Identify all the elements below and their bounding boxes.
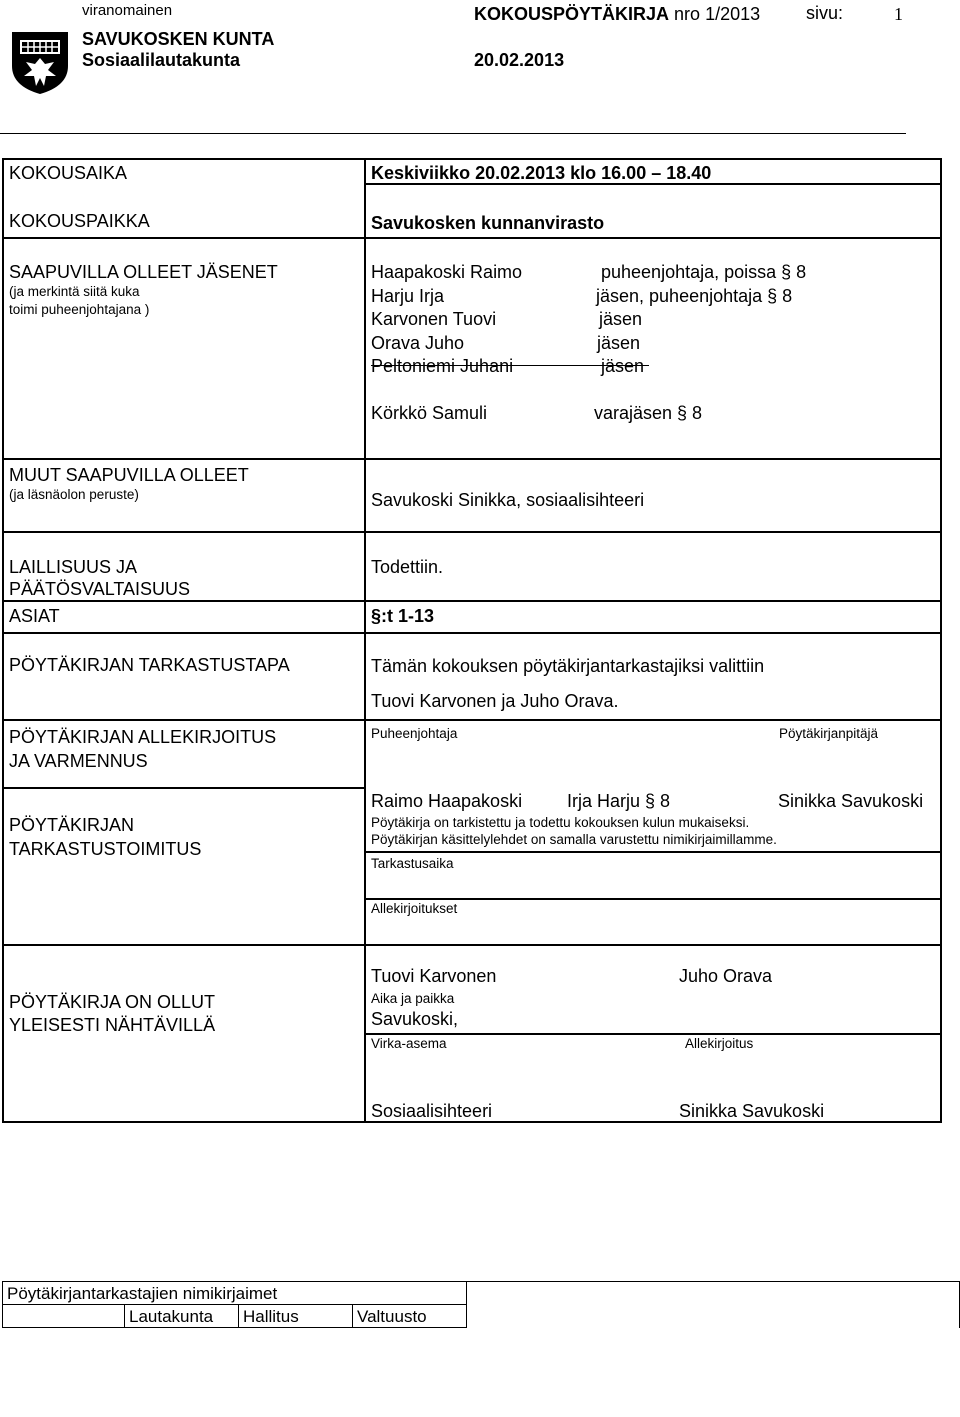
strikethrough-line <box>371 365 649 366</box>
review-method-value: Tuovi Karvonen ja Juho Orava. <box>371 691 619 711</box>
initials-column-label: Hallitus <box>239 1305 353 1328</box>
items-value: §:t 1-13 <box>371 606 435 626</box>
municipality-crest-logo <box>10 30 70 96</box>
members-note: (ja merkintä siitä kuka <box>9 284 140 299</box>
review-label: PÖYTÄKIRJAN <box>9 815 135 835</box>
member-role-struck: jäsen <box>601 356 645 376</box>
legality-value: Todettiin. <box>371 557 444 577</box>
row-divider <box>364 898 942 900</box>
doc-type-label: viranomainen <box>82 2 173 19</box>
review-method-label: PÖYTÄKIRJAN TARKASTUSTAPA <box>9 655 290 675</box>
row-divider <box>2 719 942 721</box>
row-divider <box>2 531 942 533</box>
time-place-caption: Aika ja paikka <box>371 991 455 1006</box>
public-display-label: PÖYTÄKIRJA ON OLLUT <box>9 992 216 1012</box>
board-name: Sosiaalilautakunta <box>82 50 241 70</box>
public-display-label: YLEISESTI NÄHTÄVILLÄ <box>9 1015 216 1035</box>
member-name: Haapakoski Raimo <box>371 262 523 282</box>
items-label: ASIAT <box>9 606 60 626</box>
member-name: Harju Irja <box>371 286 445 306</box>
review-statement: Pöytäkirja on tarkistettu ja todettu kokouksen kulun mukaiseksi. <box>371 815 750 830</box>
others-present-label: MUUT SAAPUVILLA OLLEET <box>9 465 249 485</box>
column-divider <box>364 158 366 1123</box>
members-label: SAAPUVILLA OLLEET JÄSENET <box>9 262 278 282</box>
row-divider <box>2 237 942 239</box>
review-statement: Pöytäkirjan käsittelylehdet on samalla varustettu nimikirjaimillamme. <box>371 832 777 847</box>
member-role: jäsen <box>597 333 641 353</box>
review-label: TARKASTUSTOIMITUS <box>9 839 202 859</box>
row-divider <box>2 458 942 460</box>
document-number: nro 1/2013 <box>674 4 761 24</box>
others-present-value: Savukoski Sinikka, sosiaalisihteeri <box>371 490 645 510</box>
members-note: toimi puheenjohtajana ) <box>9 302 150 317</box>
signature-label: PÖYTÄKIRJAN ALLEKIRJOITUS <box>9 727 277 747</box>
time-place-value: Savukoski, <box>371 1009 459 1029</box>
meeting-place-label: KOKOUSPAIKKA <box>9 211 150 231</box>
checker-name: Juho Orava <box>679 966 773 986</box>
checker-name: Tuovi Karvonen <box>371 966 497 986</box>
initials-column-label: Lautakunta <box>125 1305 239 1328</box>
row-divider <box>2 944 942 946</box>
document-title-line <box>474 4 760 25</box>
chair-caption: Puheenjohtaja <box>371 726 458 741</box>
meeting-time-label: KOKOUSAIKA <box>9 163 128 183</box>
signature-caption: Allekirjoitus <box>685 1036 754 1051</box>
meeting-place-value: Savukosken kunnanvirasto <box>371 213 605 233</box>
review-time-caption: Tarkastusaika <box>371 856 454 871</box>
header-rule <box>0 133 906 134</box>
meeting-time-value: Keskiviikko 20.02.2013 klo 16.00 – 18.40 <box>371 163 712 183</box>
secretary-signature-name: Sinikka Savukoski <box>778 791 924 811</box>
municipality-name: SAVUKOSKEN KUNTA <box>82 29 275 49</box>
row-divider <box>364 851 942 853</box>
member-role: jäsen <box>599 309 643 329</box>
position-caption: Virka-asema <box>371 1036 447 1051</box>
member-name: Karvonen Tuovi <box>371 309 497 329</box>
member-role: jäsen, puheenjohtaja § 8 <box>596 286 793 306</box>
secretary-caption: Pöytäkirjanpitäjä <box>779 726 879 741</box>
member-name: Orava Juho <box>371 333 465 353</box>
member-name-struck: Peltoniemi Juhani <box>371 356 514 376</box>
row-divider <box>2 632 942 634</box>
deputy-member-role: varajäsen § 8 <box>594 403 703 423</box>
initials-table <box>2 1281 960 1328</box>
chair-signature-name: Raimo Haapakoski <box>371 791 523 811</box>
acting-chair-signature-name: Irja Harju § 8 <box>567 791 671 811</box>
initials-table-title: Pöytäkirjantarkastajien nimikirjaimet <box>3 1282 467 1305</box>
initials-column-label: Valtuusto <box>353 1305 467 1328</box>
document-title: KOKOUSPÖYTÄKIRJA <box>474 4 670 24</box>
others-present-note: (ja läsnäolon peruste) <box>9 487 139 502</box>
signer-name: Sinikka Savukoski <box>679 1101 825 1121</box>
deputy-member-name: Körkkö Samuli <box>371 403 488 423</box>
review-method-value: Tämän kokouksen pöytäkirjantarkastajiksi valittiin <box>371 656 765 676</box>
row-divider <box>364 1033 942 1035</box>
page-label: sivu: <box>806 3 844 23</box>
initials-cell <box>3 1305 125 1328</box>
initials-table-spacer <box>467 1282 960 1328</box>
legality-label: LAILLISUUS JA <box>9 557 138 577</box>
position-value: Sosiaalisihteeri <box>371 1101 493 1121</box>
page-number: 1 <box>894 4 903 24</box>
row-divider <box>2 787 364 789</box>
signature-label: JA VARMENNUS <box>9 751 148 771</box>
member-role: puheenjohtaja, poissa § 8 <box>601 262 807 282</box>
document-date: 20.02.2013 <box>474 50 565 70</box>
row-divider <box>2 600 942 602</box>
legality-label: PÄÄTÖSVALTAISUUS <box>9 579 191 599</box>
signatures-caption: Allekirjoitukset <box>371 901 458 916</box>
row-divider <box>364 183 942 185</box>
